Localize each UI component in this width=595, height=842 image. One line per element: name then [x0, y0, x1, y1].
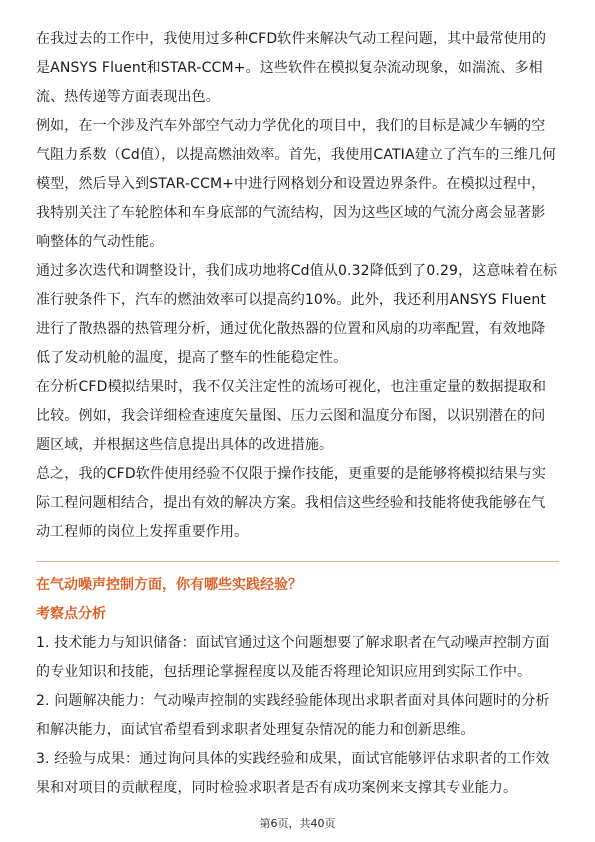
- body-paragraph: 在我过去的工作中，我使用过多种CFD软件来解决气动工程问题，其中最常使用的是ANSYS Fluent和STAR-CCM+。这些软件在模拟复杂流动现象，如湍流、多相流、热传递等方面表现出色。: [36, 31, 547, 105]
- body-paragraph: 通过多次迭代和调整设计，我们成功地将Cd值从0.32降低到了0.29，这意味着在标准行驶条件下，汽车的燃油效率可以提高约10%。此外，我还利用ANSYS Fluent进行了散热器的热管理分析，通过优化散热器的位置和风扇的功率配置，有效地降低了发动机舱的温度，提高了整车的性能稳定性。: [36, 263, 558, 366]
- body-paragraph: 在分析CFD模拟结果时，我不仅关注定性的流场可视化，也注重定量的数据提取和比较。例如，我会详细检查速度矢量图、压力云图和温度分布图，以识别潜在的问题区域，并根据这些信息提出具体的改进措施。: [36, 379, 547, 453]
- section-divider: [36, 561, 559, 562]
- analysis-item: 3. 经验与成果：通过询问具体的实践经验和成果，面试官能够评估求职者的工作效果和对项目的贡献程度，同时检验求职者是否有成功案例来支撑其专业能力。: [36, 751, 550, 796]
- body-paragraph: 总之，我的CFD软件使用经验不仅限于操作技能，更重要的是能够将模拟结果与实际工程问题相结合，提出有效的解决方案。我相信这些经验和技能将使我能够在气动工程师的岗位上发挥重要作用。: [36, 466, 547, 540]
- body-paragraph: 例如，在一个涉及汽车外部空气动力学优化的项目中，我们的目标是减少车辆的空气阻力系数（Cd值），以提高燃油效率。首先，我使用CATIA建立了汽车的三维几何模型，然后导入到STAR-CCM+中进行网格划分和设置边界条件。在模拟过程中，我特别关注了车轮腔体和车身底部的气流结构，因为这些区域的气流分离会显著影响整体的气动性能。: [36, 118, 557, 250]
- page-footer: 第6页，共40页: [259, 817, 336, 830]
- question-heading: 在气动噪声控制方面，你有哪些实践经验？: [36, 577, 302, 593]
- document-page: [36, 25, 559, 803]
- analysis-item: 2. 问题解决能力：气动噪声控制的实践经验能体现出求职者面对具体问题时的分析和解决能力，面试官希望看到求职者处理复杂情况的能力和创新思维。: [36, 693, 550, 738]
- analysis-heading: 考察点分析: [36, 606, 106, 622]
- analysis-item: 1. 技术能力与知识储备：面试官通过这个问题想要了解求职者在气动噪声控制方面的专业知识和技能，包括理论掌握程度以及能否将理论知识应用到实际工作中。: [36, 635, 550, 680]
